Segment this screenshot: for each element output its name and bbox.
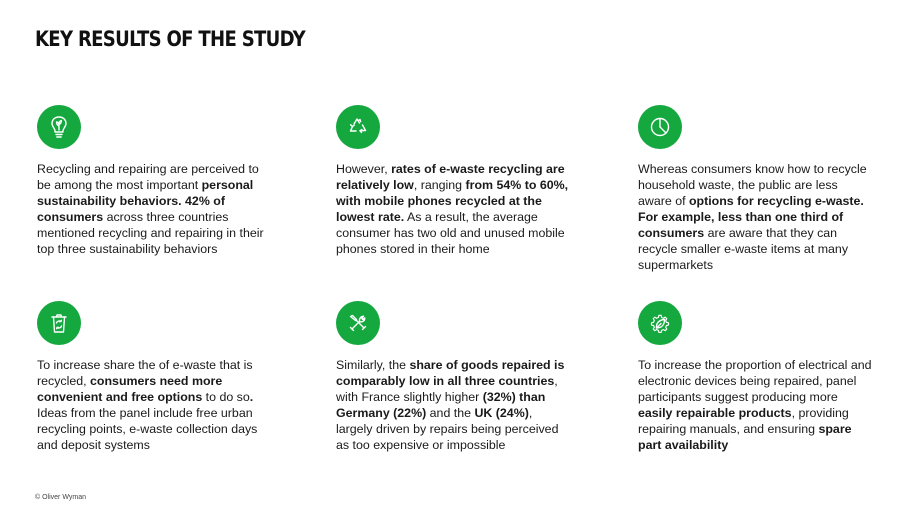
result-card-convenient-options xyxy=(37,301,273,453)
pie-chart-icon xyxy=(638,105,682,149)
emphasis-text: options for recycling e-waste. For example, less than one third of consumers xyxy=(638,194,864,240)
emphasis-text: rates of e-waste recycling are relatively low xyxy=(336,162,565,192)
body-text: Similarly, the xyxy=(336,358,410,372)
card-text xyxy=(638,357,874,453)
recycle-bin-icon xyxy=(37,301,81,345)
lightbulb-icon xyxy=(37,105,81,149)
body-text: To increase the proportion of electrical and electronic devices being repaired, panel participants suggest producing more xyxy=(638,358,872,404)
result-card-recycling-rates xyxy=(336,105,572,257)
result-card-repair-share xyxy=(336,301,572,453)
result-card-awareness xyxy=(638,105,874,273)
body-text: across three countries mentioned recycling and repairing in their top three sustainability behaviors xyxy=(37,210,264,256)
body-text: , providing repairing manuals, and ensuring xyxy=(638,406,849,436)
body-text: Whereas consumers know how to recycle household waste, the public are less aware of xyxy=(638,162,867,208)
emphasis-text: personal sustainability behaviors. 42% of consumers xyxy=(37,178,254,224)
body-text: As a result, the average consumer has two old and unused mobile phones stored in their home xyxy=(336,210,565,256)
body-text: are aware that they can recycle smaller e-waste items at many supermarkets xyxy=(638,226,849,272)
result-card-recycling-behaviors xyxy=(37,105,273,257)
page-title: KEY RESULTS OF THE STUDY xyxy=(35,27,306,51)
body-text: Ideas from the panel include free urban recycling points, e-waste collection days and deposit systems xyxy=(37,406,258,452)
body-text: to do so xyxy=(202,390,250,404)
emphasis-text: UK (24%) xyxy=(474,406,529,420)
body-text: However, xyxy=(336,162,392,176)
emphasis-text: easily repairable products xyxy=(638,406,792,420)
card-text xyxy=(638,161,874,273)
body-text: , ranging xyxy=(413,178,466,192)
recycle-icon xyxy=(336,105,380,149)
body-text: To increase share the of e-waste that is recycled, xyxy=(37,358,253,388)
body-text: , largely driven by repairs being perceived as too expensive or impossible xyxy=(336,406,559,452)
body-text: Recycling and repairing are perceived to be among the most important xyxy=(37,162,259,192)
emphasis-text: (32%) than Germany (22%) xyxy=(336,390,546,420)
emphasis-text: share of goods repaired is comparably low in all three countries xyxy=(336,358,565,388)
card-text xyxy=(336,357,572,453)
wrench-screwdriver-icon xyxy=(336,301,380,345)
body-text: , with France slightly higher xyxy=(336,374,558,404)
card-text xyxy=(37,357,273,453)
card-text xyxy=(336,161,572,257)
card-text xyxy=(37,161,273,257)
emphasis-text: from 54% to 60%, with mobile phones recycled at the lowest rate. xyxy=(336,178,569,224)
copyright-footer: © Oliver Wyman xyxy=(35,494,86,501)
emphasis-text: spare part availability xyxy=(638,422,852,452)
emphasis-text: consumers need more convenient and free options xyxy=(37,374,223,404)
emphasis-text: . xyxy=(249,390,254,404)
result-card-repairable-products xyxy=(638,301,874,453)
body-text: and the xyxy=(426,406,475,420)
gear-leaf-icon xyxy=(638,301,682,345)
